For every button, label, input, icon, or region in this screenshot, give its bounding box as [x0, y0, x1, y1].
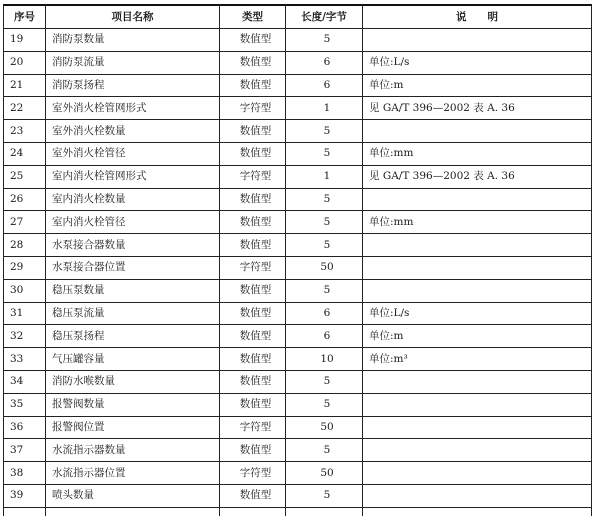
table-row-cutoff [4, 507, 592, 516]
cell-length: 6 [286, 51, 363, 74]
cell-type: 数值型 [220, 188, 286, 211]
cell-type: 数值型 [220, 120, 286, 143]
cell-length: 50 [286, 256, 363, 279]
cell-description [363, 279, 592, 302]
cell-no: 21 [4, 74, 46, 97]
cell-length: 5 [286, 370, 363, 393]
cell-length: 5 [286, 279, 363, 302]
cutoff-cell [363, 507, 592, 516]
cell-description: 单位:mm [363, 142, 592, 165]
table-row [4, 97, 592, 120]
cell-type: 数值型 [220, 439, 286, 462]
cell-type: 字符型 [220, 416, 286, 439]
cell-name: 稳压泵扬程 [46, 325, 220, 348]
cell-description: 单位:m³ [363, 348, 592, 371]
cell-type: 数值型 [220, 74, 286, 97]
cell-type: 数值型 [220, 348, 286, 371]
cell-type: 数值型 [220, 302, 286, 325]
cell-length: 5 [286, 29, 363, 52]
cell-type: 数值型 [220, 393, 286, 416]
table-row [4, 51, 592, 74]
cell-length: 5 [286, 484, 363, 507]
cell-no: 31 [4, 302, 46, 325]
cell-length: 10 [286, 348, 363, 371]
cell-name: 报警阀位置 [46, 416, 220, 439]
header-no: 序号 [4, 5, 46, 29]
cell-name: 报警阀数量 [46, 393, 220, 416]
cell-length: 5 [286, 439, 363, 462]
table-row [4, 416, 592, 439]
cell-length: 6 [286, 325, 363, 348]
table-row [4, 120, 592, 143]
cell-type: 数值型 [220, 325, 286, 348]
cell-no: 36 [4, 416, 46, 439]
cell-type: 数值型 [220, 484, 286, 507]
cell-name: 喷头数量 [46, 484, 220, 507]
cell-length: 5 [286, 211, 363, 234]
cell-description [363, 393, 592, 416]
cell-no: 37 [4, 439, 46, 462]
cutoff-cell [4, 507, 46, 516]
cell-no: 19 [4, 29, 46, 52]
table-row [4, 165, 592, 188]
cell-length: 5 [286, 142, 363, 165]
header-length: 长度/字节 [286, 5, 363, 29]
cell-length: 1 [286, 97, 363, 120]
cell-length: 5 [286, 393, 363, 416]
cell-description [363, 234, 592, 257]
cell-length: 5 [286, 120, 363, 143]
cell-type: 数值型 [220, 29, 286, 52]
cell-type: 字符型 [220, 256, 286, 279]
table-row [4, 393, 592, 416]
table-row [4, 279, 592, 302]
cell-length: 1 [286, 165, 363, 188]
cell-name: 消防泵扬程 [46, 74, 220, 97]
cutoff-cell [220, 507, 286, 516]
data-dictionary-table [3, 4, 592, 516]
cell-description: 单位:L/s [363, 51, 592, 74]
cell-description [363, 484, 592, 507]
cell-no: 30 [4, 279, 46, 302]
cell-no: 29 [4, 256, 46, 279]
cell-name: 水泵接合器位置 [46, 256, 220, 279]
cell-description [363, 462, 592, 485]
cell-description: 单位:m [363, 74, 592, 97]
cell-description: 见 GA/T 396—2002 表 A. 36 [363, 97, 592, 120]
cell-name: 消防泵流量 [46, 51, 220, 74]
cell-no: 34 [4, 370, 46, 393]
table-row [4, 302, 592, 325]
cell-name: 水流指示器数量 [46, 439, 220, 462]
cell-description [363, 256, 592, 279]
cell-name: 稳压泵流量 [46, 302, 220, 325]
cell-name: 室外消火栓管径 [46, 142, 220, 165]
cell-length: 6 [286, 302, 363, 325]
header-description: 说 明 [363, 5, 592, 29]
header-name: 项目名称 [46, 5, 220, 29]
cell-description [363, 120, 592, 143]
cell-name: 水流指示器位置 [46, 462, 220, 485]
cell-description [363, 439, 592, 462]
table-row [4, 188, 592, 211]
cell-name: 室外消火栓数量 [46, 120, 220, 143]
cell-no: 33 [4, 348, 46, 371]
table-body [4, 29, 592, 516]
cell-no: 38 [4, 462, 46, 485]
cell-no: 32 [4, 325, 46, 348]
cell-length: 50 [286, 416, 363, 439]
cell-no: 24 [4, 142, 46, 165]
cell-name: 室内消火栓管网形式 [46, 165, 220, 188]
table-row [4, 74, 592, 97]
cell-type: 字符型 [220, 97, 286, 120]
cell-type: 数值型 [220, 211, 286, 234]
cell-no: 35 [4, 393, 46, 416]
cell-type: 数值型 [220, 234, 286, 257]
table-row [4, 462, 592, 485]
cell-type: 数值型 [220, 279, 286, 302]
cell-no: 22 [4, 97, 46, 120]
cell-type: 字符型 [220, 165, 286, 188]
cell-description [363, 188, 592, 211]
cell-no: 26 [4, 188, 46, 211]
cell-description: 单位:L/s [363, 302, 592, 325]
table-row [4, 348, 592, 371]
cell-no: 39 [4, 484, 46, 507]
cell-length: 6 [286, 74, 363, 97]
table-row [4, 142, 592, 165]
cell-length: 50 [286, 462, 363, 485]
cell-name: 室内消火栓管径 [46, 211, 220, 234]
table-row [4, 234, 592, 257]
cell-type: 数值型 [220, 51, 286, 74]
cell-no: 27 [4, 211, 46, 234]
table-row [4, 439, 592, 462]
cell-description: 单位:m [363, 325, 592, 348]
cell-no: 25 [4, 165, 46, 188]
cell-type: 字符型 [220, 462, 286, 485]
cell-description: 见 GA/T 396—2002 表 A. 36 [363, 165, 592, 188]
cell-description [363, 416, 592, 439]
cell-description: 单位:mm [363, 211, 592, 234]
table-row [4, 211, 592, 234]
cell-name: 气压罐容量 [46, 348, 220, 371]
cell-type: 数值型 [220, 142, 286, 165]
cell-name: 室内消火栓数量 [46, 188, 220, 211]
table-row [4, 29, 592, 52]
cell-no: 20 [4, 51, 46, 74]
cell-description [363, 29, 592, 52]
cutoff-cell [46, 507, 220, 516]
header-type: 类型 [220, 5, 286, 29]
table-row [4, 325, 592, 348]
cell-name: 消防水喉数量 [46, 370, 220, 393]
cell-name: 稳压泵数量 [46, 279, 220, 302]
cell-type: 数值型 [220, 370, 286, 393]
cell-name: 消防泵数量 [46, 29, 220, 52]
table-row [4, 484, 592, 507]
cell-length: 5 [286, 188, 363, 211]
cell-length: 5 [286, 234, 363, 257]
table-header-row [4, 5, 592, 29]
cutoff-cell [286, 507, 363, 516]
cell-name: 水泵接合器数量 [46, 234, 220, 257]
cell-no: 28 [4, 234, 46, 257]
cell-name: 室外消火栓管网形式 [46, 97, 220, 120]
table-row [4, 256, 592, 279]
cell-no: 23 [4, 120, 46, 143]
table-row [4, 370, 592, 393]
cell-description [363, 370, 592, 393]
